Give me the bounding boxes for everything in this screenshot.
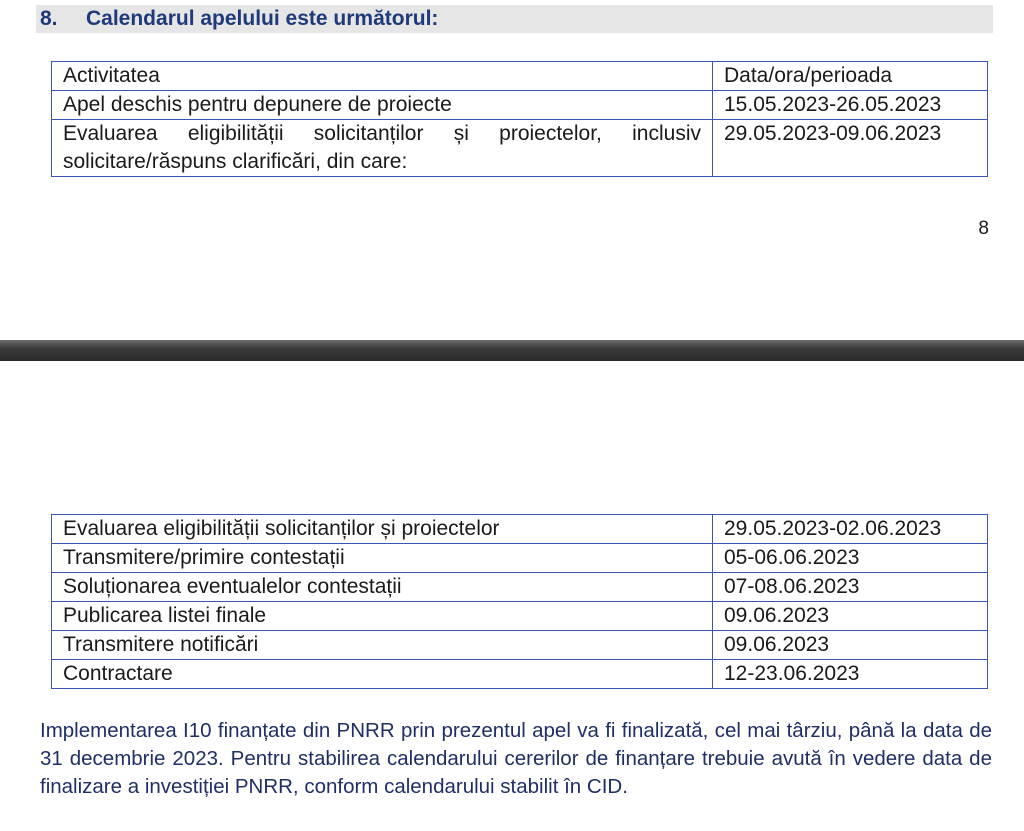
row-date: 09.06.2023	[713, 602, 988, 631]
header-activity: Activitatea	[52, 62, 713, 91]
page-number: 8	[978, 218, 989, 239]
row-activity: Publicarea listei finale	[52, 602, 713, 631]
section-title: Calendarul apelului este următorul:	[86, 7, 439, 30]
table-row	[52, 544, 988, 573]
row-date: 29.05.2023-09.06.2023	[713, 120, 988, 177]
page-separator	[0, 340, 1024, 361]
table-row	[52, 120, 988, 177]
header-date: Data/ora/perioada	[713, 62, 988, 91]
row-date: 05-06.06.2023	[713, 544, 988, 573]
row-activity: Contractare	[52, 660, 713, 689]
table-row	[52, 515, 988, 544]
row-date: 07-08.06.2023	[713, 573, 988, 602]
table-header-row	[52, 62, 988, 91]
section-heading	[36, 5, 993, 33]
row-activity: Evaluarea eligibilității solicitanților și proiectelor	[52, 515, 713, 544]
section-number: 8.	[40, 7, 58, 30]
row-activity: Transmitere/primire contestații	[52, 544, 713, 573]
table-row	[52, 91, 988, 120]
calendar-table-part-2	[51, 514, 988, 689]
row-date: 15.05.2023-26.05.2023	[713, 91, 988, 120]
table-row	[52, 631, 988, 660]
row-activity: Evaluarea eligibilității solicitanților și proiectelor, inclusiv solicitare/răspuns clarificări, din care:	[52, 120, 713, 177]
row-date: 29.05.2023-02.06.2023	[713, 515, 988, 544]
calendar-table-part-1	[51, 61, 988, 177]
row-activity: Soluționarea eventualelor contestații	[52, 573, 713, 602]
row-activity: Transmitere notificări	[52, 631, 713, 660]
table-row	[52, 602, 988, 631]
table-row	[52, 660, 988, 689]
table-row	[52, 573, 988, 602]
row-date: 09.06.2023	[713, 631, 988, 660]
row-date: 12-23.06.2023	[713, 660, 988, 689]
closing-paragraph: Implementarea I10 finanțate din PNRR prin prezentul apel va fi finalizată, cel mai târziu, până la data de 31 decembrie 2023. Pentru stabilirea calendarului cererilor de finanțare trebuie avută în vedere data de finalizare a investiției PNRR, conform calendarului stabilit în CID.	[40, 719, 992, 798]
row-activity: Apel deschis pentru depunere de proiecte	[52, 91, 713, 120]
